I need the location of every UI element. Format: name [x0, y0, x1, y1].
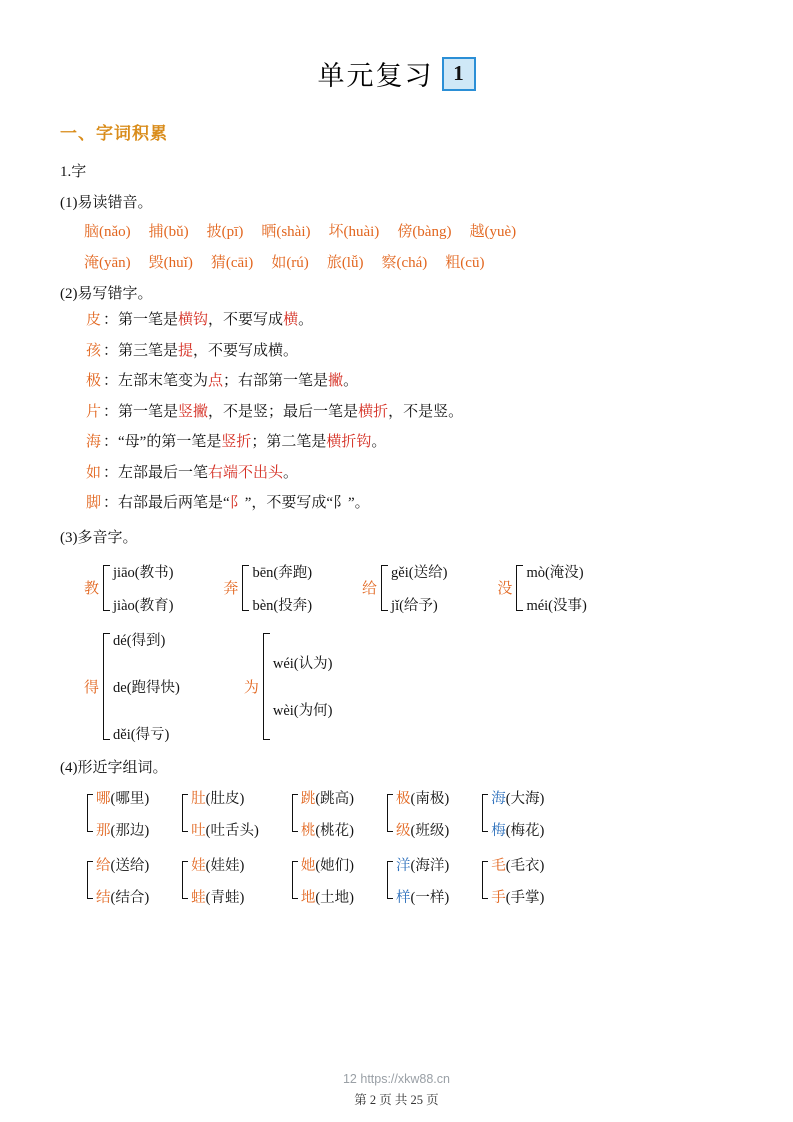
xingjinzi-word: (毛衣) — [505, 857, 545, 874]
polyphone-reading: mò(淹没) — [526, 564, 584, 581]
stroke-char: 脚 — [86, 495, 102, 511]
xingjinzi-key: 桃 — [300, 822, 316, 839]
brace-icon — [384, 857, 393, 903]
pinyin-row — [84, 220, 735, 241]
polyphone-readings — [391, 561, 447, 615]
polyphone-readings — [273, 652, 333, 720]
xingjinzi-key: 地 — [300, 889, 316, 906]
brace-icon — [479, 857, 488, 903]
pinyin-item: 毁(huǐ) — [148, 255, 193, 271]
xingjinzi-item — [191, 854, 244, 875]
xingjinzi-word: (手掌) — [505, 889, 545, 906]
unit-number-badge: 1 — [442, 57, 476, 91]
xingjinzi-column — [384, 787, 449, 907]
polyphone-reading: méi(没事) — [526, 597, 587, 614]
polyphone-group — [497, 561, 586, 615]
spacer — [312, 561, 362, 615]
subheading-duo-yin-zi: (3)多音字。 — [60, 529, 138, 546]
xingjinzi-pair — [96, 787, 149, 840]
xingjinzi-key: 那 — [96, 822, 111, 839]
xingjinzi-key: 她 — [300, 857, 316, 874]
xingjinzi-item — [491, 854, 544, 875]
xingjinzi-item — [96, 819, 149, 840]
xingjinzi-word: (跳高) — [315, 790, 355, 807]
xingjinzi-column — [289, 787, 354, 907]
brace-icon — [479, 790, 488, 836]
xingjinzi-key: 毛 — [491, 857, 506, 874]
page-title-text: 单元复习 — [317, 61, 434, 91]
pinyin-item: 坏(huài) — [328, 224, 380, 240]
xingjinzi-word: (海洋) — [410, 857, 450, 874]
xingjinzi-cell — [479, 854, 544, 907]
xingjinzi-cell — [384, 787, 449, 840]
xingjinzi-key: 吐 — [191, 822, 206, 839]
xingjinzi-word: (哪里) — [110, 790, 150, 807]
stroke-text: ：左部最后一笔右端不出头。 — [103, 464, 299, 481]
stroke-explanation-row — [86, 311, 735, 331]
xingjinzi-key: 哪 — [96, 790, 111, 807]
xingjinzi-item — [396, 819, 449, 840]
xingjinzi-item — [96, 787, 149, 808]
stroke-char: 极 — [86, 373, 102, 389]
stroke-char: 皮 — [86, 312, 102, 328]
xingjinzi-key: 娃 — [191, 857, 206, 874]
stroke-text: ：第一笔是竖撇，不是竖；最后一笔是横折，不是竖。 — [103, 403, 464, 420]
polyphone-readings — [113, 629, 180, 744]
pinyin-item: 如(rú) — [271, 255, 309, 271]
xingjinzi-item — [491, 787, 544, 808]
pinyin-row — [84, 251, 735, 272]
xingjinzi-word: (送给) — [110, 857, 150, 874]
brace-icon — [289, 857, 298, 903]
xingjinzi-item — [396, 886, 449, 907]
xingjinzi-column — [179, 787, 259, 907]
xingjinzi-item — [396, 854, 449, 875]
xingjinzi-item — [301, 854, 354, 875]
stroke-explanation-row — [86, 494, 735, 514]
xingjinzi-pair — [96, 854, 149, 907]
polyphone-char: 给 — [362, 581, 378, 597]
pinyin-item: 察(chá) — [381, 255, 428, 271]
xingjinzi-word: (那边) — [110, 822, 150, 839]
spacer — [180, 629, 244, 744]
polyphone-reading: jǐ(给予) — [391, 597, 438, 614]
stroke-char: 孩 — [86, 342, 102, 359]
pinyin-item: 捕(bǔ) — [148, 224, 189, 240]
page-footer: 第 2 页 共 25 页 — [354, 1093, 439, 1107]
section-heading: 一、字词积累 — [60, 124, 168, 143]
polyphone-row-1 — [84, 561, 735, 615]
stroke-char: 片 — [86, 403, 102, 420]
polyphone-readings — [252, 561, 312, 615]
xingjinzi-pair — [191, 854, 244, 907]
stroke-char: 海 — [86, 434, 102, 450]
xingjinzi-pair — [491, 787, 544, 840]
polyphone-reading: gěi(送给) — [391, 564, 448, 581]
pinyin-item: 旅(lǚ) — [326, 255, 364, 271]
xingjinzi-key: 级 — [396, 822, 411, 839]
pinyin-item: 披(pī) — [206, 224, 244, 240]
polyphone-char: 得 — [84, 679, 100, 696]
brace-icon — [378, 561, 388, 615]
polyphone-char: 奔 — [223, 581, 239, 597]
brace-icon — [239, 561, 249, 615]
xingjinzi-key: 肚 — [191, 790, 206, 807]
stroke-explanation-row — [86, 342, 735, 362]
xingjinzi-item — [96, 886, 149, 907]
xingjinzi-key: 给 — [96, 857, 111, 874]
xingjinzi-word: (大海) — [505, 790, 545, 807]
xingjinzi-pair — [191, 787, 259, 840]
brace-icon — [289, 790, 298, 836]
pinyin-item: 越(yuè) — [469, 224, 517, 240]
page-title — [58, 54, 735, 93]
xingjinzi-grid — [84, 787, 735, 907]
brace-icon — [384, 790, 393, 836]
polyphone-char: 没 — [497, 581, 513, 597]
stroke-text: ：“母”的第一笔是竖折；第二笔是横折钩。 — [103, 434, 387, 450]
polyphone-reading: bēn(奔跑) — [252, 564, 313, 581]
pinyin-item: 傍(bàng) — [397, 224, 452, 240]
pinyin-item: 脑(nǎo) — [84, 224, 131, 240]
pinyin-item: 猜(cāi) — [210, 255, 254, 271]
xingjinzi-key: 梅 — [491, 822, 506, 839]
polyphone-reading: bèn(投奔) — [252, 597, 313, 614]
polyphone-reading: jiào(教育) — [113, 597, 174, 614]
stroke-text: ：第一笔是横钩，不要写成横。 — [103, 312, 314, 328]
polyphone-char: 教 — [84, 581, 100, 597]
xingjinzi-item — [301, 787, 354, 808]
polyphone-readings — [113, 561, 173, 615]
polyphone-group — [362, 561, 447, 615]
xingjinzi-cell — [289, 854, 354, 907]
subheading-yi-xie-cuo-zi: (2)易写错字。 — [60, 286, 153, 302]
xingjinzi-key: 海 — [491, 790, 506, 807]
brace-icon — [84, 857, 93, 903]
xingjinzi-word: (梅花) — [505, 822, 545, 839]
xingjinzi-cell — [84, 854, 149, 907]
xingjinzi-word: (一样) — [410, 889, 450, 906]
xingjinzi-column — [479, 787, 544, 907]
brace-icon — [100, 629, 110, 744]
pinyin-item: 晒(shài) — [261, 224, 311, 240]
xingjinzi-item — [491, 886, 544, 907]
xingjinzi-key: 样 — [396, 889, 411, 906]
xingjinzi-word: (结合) — [110, 889, 150, 906]
xingjinzi-key: 跳 — [300, 790, 316, 807]
xingjinzi-item — [491, 819, 544, 840]
brace-icon — [100, 561, 110, 615]
brace-icon — [84, 790, 93, 836]
xingjinzi-word: (南极) — [410, 790, 450, 807]
xingjinzi-column — [84, 787, 149, 907]
xingjinzi-item — [96, 854, 149, 875]
brace-icon — [513, 561, 523, 615]
polyphone-group — [223, 561, 312, 615]
stroke-explanation-list — [58, 311, 735, 514]
xingjinzi-pair — [301, 854, 354, 907]
polyphone-reading: wéi(认为) — [272, 656, 333, 672]
xingjinzi-cell — [179, 854, 259, 907]
xingjinzi-pair — [396, 854, 449, 907]
polyphone-group — [84, 561, 173, 615]
brace-icon — [179, 857, 188, 903]
stroke-text: ：右部最后两笔是“阝”，不要写成“阝”。 — [103, 495, 370, 511]
xingjinzi-pair — [301, 787, 354, 840]
xingjinzi-key: 洋 — [396, 857, 411, 874]
brace-icon — [179, 790, 188, 836]
xingjinzi-pair — [396, 787, 449, 840]
polyphone-char: 为 — [243, 679, 259, 696]
xingjinzi-key: 结 — [96, 889, 111, 906]
xingjinzi-word: (娃娃) — [205, 857, 245, 874]
spacer — [447, 561, 497, 615]
xingjinzi-word: (肚皮) — [205, 790, 245, 807]
polyphone-reading: de(跑得快) — [113, 679, 180, 696]
xingjinzi-key: 手 — [491, 889, 506, 906]
polyphone-reading: jiāo(教书) — [113, 564, 174, 581]
pinyin-item: 粗(cū) — [445, 255, 485, 271]
stroke-text: ：第三笔是提，不要写成横。 — [103, 342, 299, 359]
watermark: 12 https://xkw88.cn — [342, 1072, 450, 1086]
xingjinzi-cell — [84, 787, 149, 840]
pinyin-item: 淹(yān) — [84, 255, 131, 271]
xingjinzi-cell — [289, 787, 354, 840]
polyphone-reading: děi(得亏) — [113, 726, 170, 743]
polyphone-reading: wèi(为何) — [272, 703, 333, 719]
spacer — [173, 561, 223, 615]
xingjinzi-cell — [384, 854, 449, 907]
polyphone-group — [244, 629, 333, 744]
polyphone-readings — [526, 561, 586, 615]
subheading-yi-du-cuo-yin: (1)易读错音。 — [60, 195, 153, 211]
xingjinzi-word: (土地) — [315, 889, 355, 906]
polyphone-reading: dé(得到) — [113, 632, 166, 649]
xingjinzi-cell — [479, 787, 544, 840]
polyphone-row-2 — [84, 629, 735, 744]
xingjinzi-word: (青蛙) — [205, 889, 245, 906]
stroke-explanation-row — [86, 403, 735, 423]
xingjinzi-item — [191, 819, 259, 840]
xingjinzi-item — [191, 886, 244, 907]
xingjinzi-word: (她们) — [315, 857, 355, 874]
xingjinzi-pair — [491, 854, 544, 907]
xingjinzi-key: 蛙 — [191, 889, 206, 906]
xingjinzi-item — [396, 787, 449, 808]
stroke-explanation-row — [86, 433, 735, 453]
xingjinzi-word: (桃花) — [315, 822, 355, 839]
xingjinzi-item — [301, 886, 354, 907]
stroke-text: ：左部末笔变为点；右部第一笔是撇。 — [103, 373, 359, 389]
xingjinzi-item — [191, 787, 259, 808]
xingjinzi-item — [301, 819, 354, 840]
xingjinzi-word: (班级) — [410, 822, 450, 839]
stroke-char: 如 — [86, 464, 102, 481]
polyphone-group — [84, 629, 180, 744]
xingjinzi-word: (吐舌头) — [205, 822, 259, 839]
stroke-explanation-row — [86, 464, 735, 484]
stroke-explanation-row — [86, 372, 735, 392]
subheading-xing-jin-zi: (4)形近字组词。 — [60, 759, 168, 776]
xingjinzi-key: 极 — [396, 790, 411, 807]
brace-icon — [260, 629, 270, 744]
xingjinzi-cell — [179, 787, 259, 840]
subheading-zi: 1.字 — [60, 164, 87, 180]
